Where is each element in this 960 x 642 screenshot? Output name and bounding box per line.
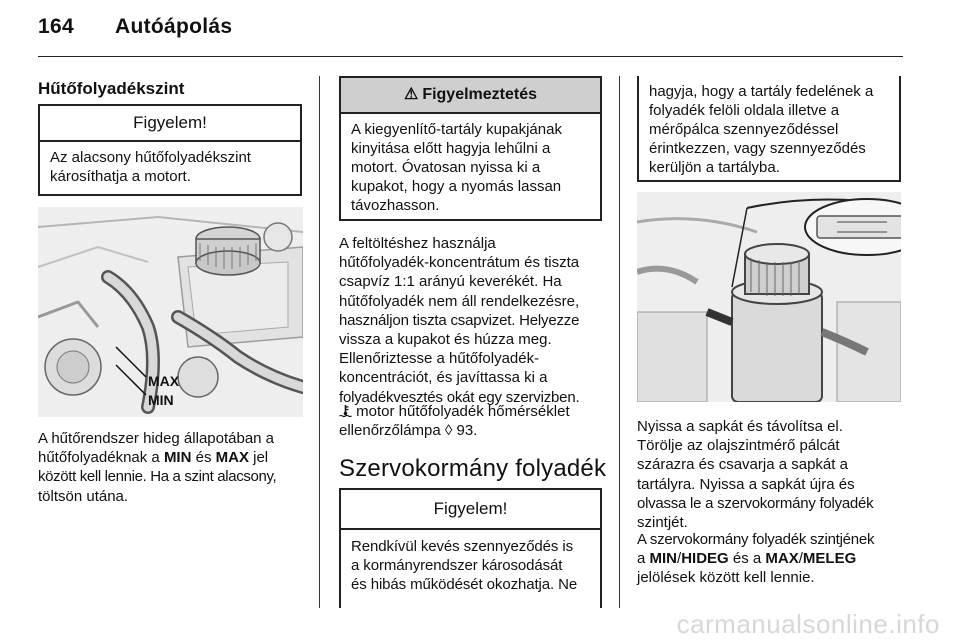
- watermark-text: carmanualsonline.info: [676, 609, 940, 639]
- text-line: vissza a kupakot és húzza meg.: [339, 331, 552, 349]
- notice-line: mérőpálca szennyeződéssel: [649, 121, 839, 138]
- warning-heading: [341, 78, 600, 114]
- min-mark: MIN: [163, 449, 192, 467]
- text-line: Nyissa a sapkát és távolítsa el.: [637, 418, 843, 435]
- text-line: között kell lennie. Ha a szint alacsony,: [38, 468, 277, 486]
- notice-heading: Figyelem!: [341, 490, 600, 530]
- warning-line: kupakot, hogy a nyomás lassan: [351, 178, 562, 195]
- power-steering-reservoir-illustration: [637, 192, 901, 402]
- notice-line: kerüljön a tartályba.: [649, 159, 780, 176]
- text-run: motor hűtőfolyadék hőmérséklet: [352, 403, 570, 420]
- text-line: Törölje az olajszintmérő pálcát: [637, 437, 840, 455]
- text-run: ellenőrzőlámpa: [339, 422, 445, 440]
- power-steering-section-title: Szervokormány folyadék: [339, 455, 607, 482]
- notice-line: érintkezzen, vagy szennyeződés: [649, 140, 866, 157]
- notice-line: és hibás működését okozhatja. Ne: [351, 576, 578, 593]
- page-reference-link[interactable]: 93.: [452, 422, 478, 440]
- header-rule: [38, 56, 903, 57]
- notice-line: Rendkívül kevés szennyeződés is: [351, 538, 574, 555]
- power-steering-notice-box: [339, 488, 602, 608]
- warning-heading-text: Figyelmeztetés: [422, 86, 538, 103]
- warning-lamp-paragraph: [339, 402, 614, 440]
- min-mark: MIN: [649, 550, 678, 568]
- coolant-section-title: Hűtőfolyadékszint: [38, 79, 185, 98]
- warning-box: [339, 76, 602, 221]
- level-marks-paragraph: [637, 530, 912, 588]
- notice-body: [40, 142, 300, 186]
- check-level-paragraph: [637, 417, 912, 532]
- text-line: olvassa le a szervokormány folyadék: [637, 494, 874, 512]
- chapter-title: Autóápolás: [115, 15, 233, 38]
- text-line: A szervokormány folyadék szintjének: [637, 531, 875, 548]
- text-line: hűtőfolyadék-koncentrátum és tiszta: [339, 254, 580, 272]
- text-line: Ellenőriztesse a hűtőfolyadék-: [339, 350, 540, 368]
- warning-body: [341, 114, 600, 215]
- warning-line: távozhasson.: [351, 197, 440, 214]
- min-label: MIN: [148, 392, 174, 408]
- refill-paragraph: [339, 234, 614, 407]
- text-run: /: [798, 550, 803, 568]
- text-run: /: [677, 550, 682, 568]
- text-line: szárazra és csavarja a sapkát a: [637, 456, 848, 474]
- text-line: csapvíz 1:1 arányú keverékét. Ha: [339, 273, 562, 291]
- text-run: és: [191, 449, 216, 467]
- warning-line: motort. Óvatosan nyissa ki a: [351, 159, 541, 176]
- text-line: folyadékvesztés okát egy szervizben.: [339, 388, 580, 406]
- column-divider-2: [619, 76, 620, 608]
- text-run: jel: [248, 449, 269, 467]
- page-number: 164: [38, 15, 74, 38]
- text-line: szintjét.: [637, 514, 688, 532]
- continued-notice-box: [637, 76, 901, 182]
- column-divider-1: [319, 76, 320, 608]
- notice-line: a kormányrendszer károsodását: [351, 557, 563, 574]
- text-line: [339, 421, 614, 440]
- power-steering-reservoir-image: [637, 192, 901, 402]
- coolant-reservoir-image: [38, 207, 303, 417]
- notice-body: [639, 76, 899, 177]
- max-mark: MAX: [215, 449, 249, 467]
- page-ref-arrow-icon: ◊: [444, 422, 453, 440]
- text-line: töltsön utána.: [38, 487, 129, 505]
- coolant-notice-box: [38, 104, 302, 196]
- coolant-temperature-icon: [339, 404, 352, 418]
- notice-body: [341, 530, 600, 594]
- max-label: MAX: [148, 373, 180, 389]
- text-line: hűtőfolyadék nem áll rendelkezésre,: [339, 292, 580, 310]
- notice-line: károsíthatja a motort.: [50, 168, 191, 185]
- text-run: és a: [728, 550, 766, 568]
- notice-heading: Figyelem!: [40, 106, 300, 142]
- text-run: hűtőfolyadéknak a: [38, 449, 164, 467]
- text-line: A feltöltéshez használja: [339, 235, 496, 252]
- notice-line: Az alacsony hűtőfolyadékszint: [50, 149, 251, 166]
- warning-line: A kiegyenlítő-tartály kupakjának: [351, 121, 562, 138]
- text-line: A hűtőrendszer hideg állapotában a: [38, 430, 275, 447]
- text-line: használjon tiszta csapvizet. Helyezze: [339, 311, 580, 329]
- text-line: tartályra. Nyissa a sapkát újra és: [637, 475, 855, 493]
- warning-icon: ⚠: [403, 86, 419, 103]
- text-line: koncentrációt, és javíttassa ki a: [339, 369, 548, 387]
- notice-line: hagyja, hogy a tartály fedelének a: [649, 83, 874, 100]
- warning-line: kinyitása előtt hagyja lehűlni a: [351, 140, 551, 157]
- meleg-mark: MELEG: [802, 550, 857, 568]
- text-line: [637, 549, 912, 568]
- text-run: a: [637, 550, 650, 568]
- max-mark: MAX: [765, 550, 799, 568]
- hideg-mark: HIDEG: [681, 550, 729, 568]
- text-line: [339, 402, 614, 421]
- notice-line: folyadék felöli oldala illetve a: [649, 102, 840, 119]
- coolant-level-paragraph: [38, 429, 313, 506]
- text-line: [38, 448, 313, 467]
- text-line: jelölések között kell lennie.: [637, 569, 815, 587]
